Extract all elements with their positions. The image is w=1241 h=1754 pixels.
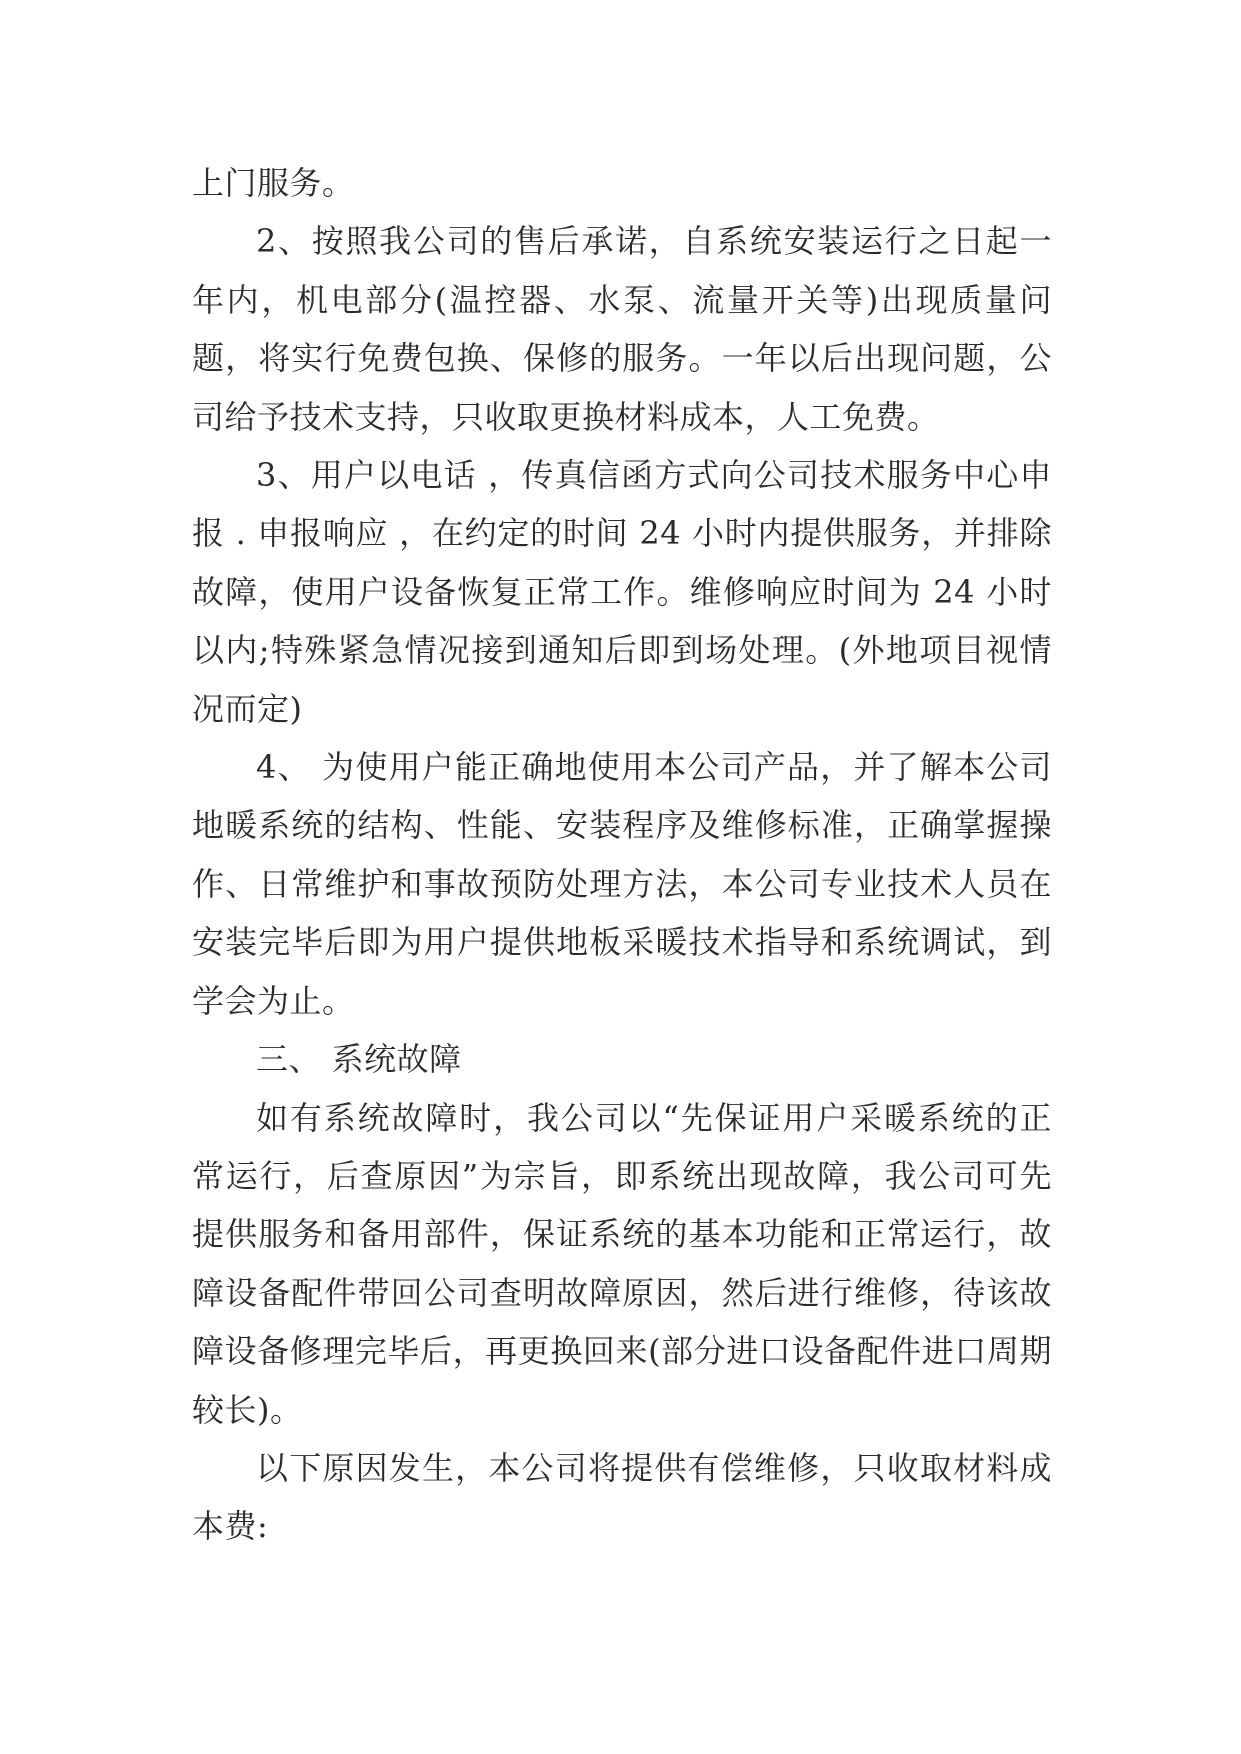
section-heading-system-fault: 三、 系统故障 (256, 1040, 462, 1079)
paragraph-fault-policy: 如有系统故障时，我公司以“先保证用户采暖系统的正常运行，后查原因”为宗旨，即系统出现故障，我公司可先提供服务和备用部件，保证系统的基本功能和正常运行，故障设备配件带回公司查明故障原因，然后进行维修，待该故障设备修理完毕后，再更换回来(部分进口设备配件进口周期较长)。 (192, 1098, 1052, 1429)
paragraph-training: 4、 为使用户能正确地使用本公司产品，并了解本公司地暖系统的结构、性能、安装程序及维修标准，正确掌握操作、日常维护和事故预防处理方法，本公司专业技术人员在安装完毕后即为用户提供地板采暖技术指导和系统调试，到学会为止。 (192, 748, 1052, 1020)
paragraph-warranty: 2、按照我公司的售后承诺，自系统安装运行之日起一年内，机电部分(温控器、水泵、流量开关等)出现质量问题，将实行免费包换、保修的服务。一年以后出现问题，公司给予技术支持，只收取更换材料成本，人工免费。 (192, 222, 1052, 436)
document-body (192, 154, 1052, 1556)
paragraph-service-visit: 上门服务。 (192, 164, 355, 202)
paragraph-paid-repair: 以下原因发生，本公司将提供有偿维修，只收取材料成本费: (192, 1448, 1052, 1546)
paragraph-response: 3、用户以电话 ，传真信函方式向公司技术服务中心申报 . 申报响应 ，在约定的时间 24 小时内提供服务，并排除故障，使用户设备恢复正常工作。维修响应时间为 24 小时以内;特殊紧急情况接到通知后即到场处理。(外地项目视情况而定) (192, 456, 1052, 728)
